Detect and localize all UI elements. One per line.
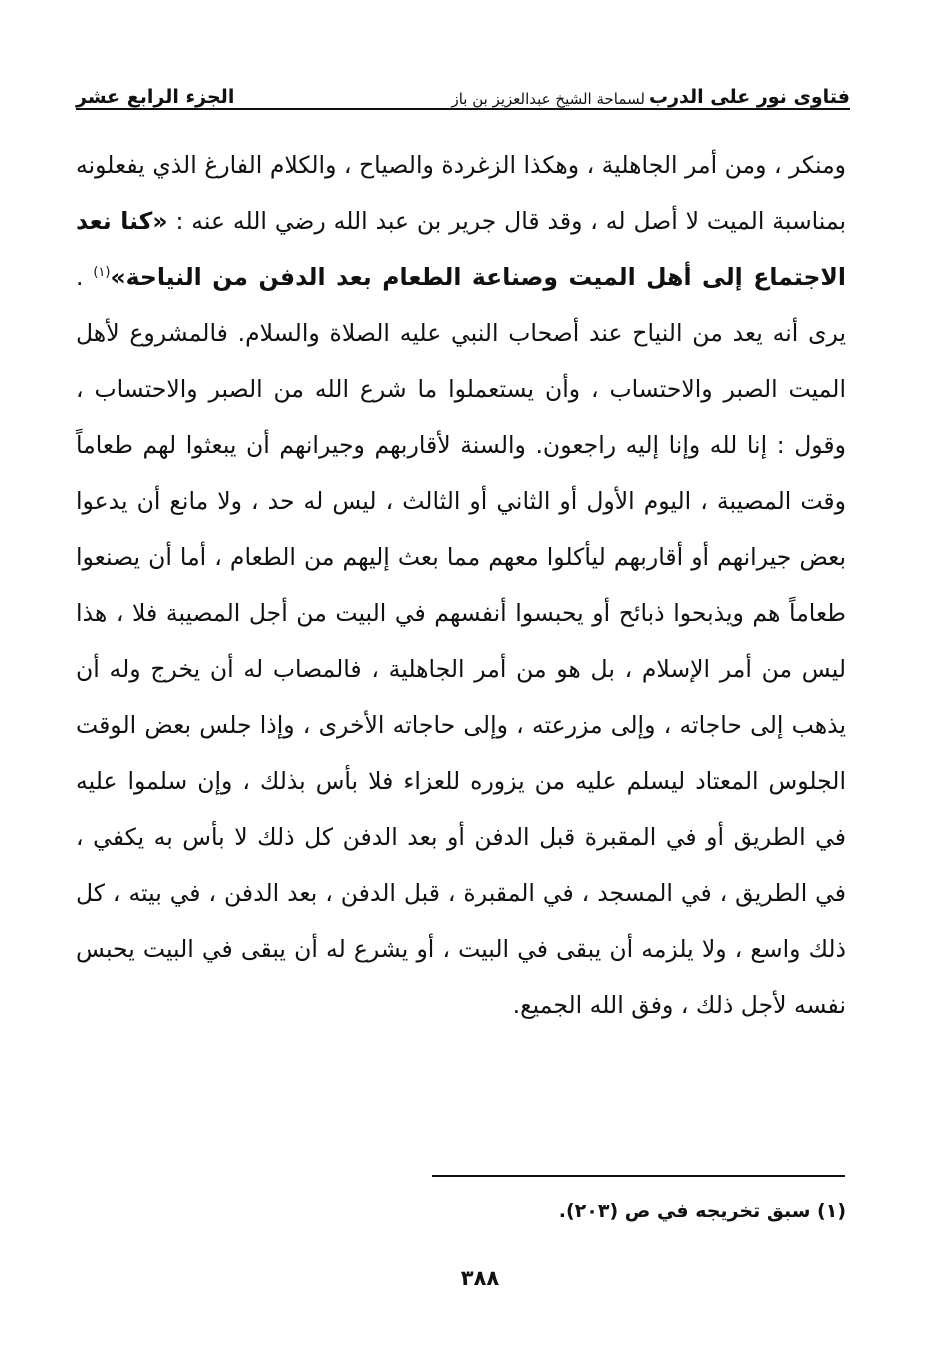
footnote-reference[interactable]: (١) xyxy=(93,265,111,281)
part-label: الجزء الرابع عشر xyxy=(76,86,235,108)
author-name: لسماحة الشيخ عبدالعزيز بن باز xyxy=(451,90,645,108)
hadith-quote: «كنا نعد الاجتماع إلى أهل الميت وصناعة الطعام بعد الدفن من النياحة» xyxy=(76,207,846,291)
book-title: فتاوى نور على الدرب xyxy=(649,86,850,108)
body-segment-2: . يرى أنه يعد من النياح عند أصحاب النبي عليه الصلاة والسلام. فالمشروع لأهل الميت الصبر والاحتساب ، وأن يستعملوا ما شرع الله من الصبر والاحتساب ، وقول : إنا لله وإنا إليه راجعون. والسنة لأقاربهم وجيرانهم أن يبعثوا لهم طعاماً وقت المصيبة ، اليوم الأول أو الثاني أو الثالث ، ليس له حد ، ولا مانع أن يدعوا بعض جيرانهم أو أقاربهم ليأكلوا معهم مما بعث إليهم من الطعام ، أما أن يصنعوا طعاماً هم ويذبحوا ذبائح أو يحبسوا أنفسهم في البيت من أجل المصيبة فلا ، هذا ليس من أمر الإسلام ، بل هو من أمر الجاهلية ، فالمصاب له أن يخرج وله أن يذهب إلى حاجاته ، وإلى مزرعته ، وإلى حاجاته الأخرى ، وإذا جلس بعض الوقت الجلوس المعتاد ليسلم عليه من يزوره للعزاء فلا بأس بذلك ، وإن سلموا عليه في الطريق أو في المقبرة قبل الدفن أو بعد الدفن كل ذلك لا بأس به يكفي ، في الطريق ، في المسجد ، في المقبرة ، قبل الدفن ، بعد الدفن ، في بيته ، كل ذلك واسع ، ولا يلزمه أن يبقى في البيت ، أو يشرع له أن يبقى في البيت يحبس نفسه لأجل ذلك ، وفق الله الجميع. xyxy=(76,263,846,1019)
page-number: ٣٨٨ xyxy=(460,1266,500,1290)
running-header xyxy=(76,72,850,110)
body-segment-1: ومنكر ، ومن أمر الجاهلية ، وهكذا الزغردة والصياح ، والكلام الفارغ الذي يفعلونه بمناسبة الميت لا أصل له ، وقد قال جرير بن عبد الله رضي الله عنه : xyxy=(76,151,847,235)
body-text xyxy=(76,137,846,1033)
footnote-divider xyxy=(432,1175,845,1177)
footnote: (١) سبق تخريجه في ص (٢٠٣). xyxy=(558,1200,846,1222)
